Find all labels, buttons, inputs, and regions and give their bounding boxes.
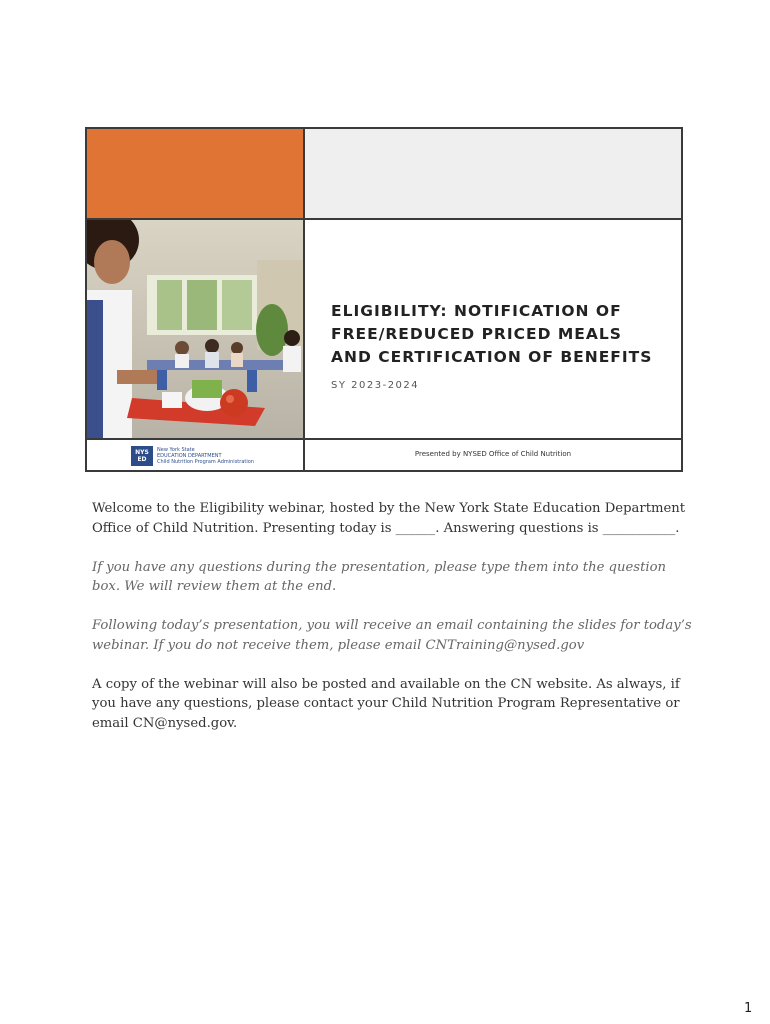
logo-panel [87,440,303,470]
slide-thumbnail [85,127,683,472]
cafeteria-photo [87,220,303,438]
notes-questions: If you have any questions during the presentation, please type them into the question box. We will review them at the end. [92,559,667,594]
notes-copy: A copy of the webinar will also be posted and available on the CN website. As always, if you have any questions, please contact your Child Nutrition Program Representative or email CN@nysed.gov. [92,676,680,731]
notes-followup: Following today’s presentation, you will receive an email containing the slides for today’s webinar. If you do not receive them, please email CNTraining@nysed.gov [92,618,692,653]
divider [87,218,681,220]
divider [303,129,305,470]
logo-line: EDUCATION DEPARTMENT [157,453,222,459]
accent-block [87,129,303,218]
presented-by: Presented by NYSED Office of Child Nutrition [414,450,572,458]
school-year: SY 2023-2024 [331,380,420,391]
logo-line: New York State [157,447,195,453]
slide-title [331,300,671,369]
notes-intro: Welcome to the Eligibility webinar, hosted by the New York State Education Department Office of Child Nutrition. Presenting today is ______. Answering questions is ___________. [92,501,686,536]
title-line: FREE/REDUCED PRICED MEALS [331,325,622,343]
presenter-panel [305,440,681,470]
speaker-notes [92,499,692,753]
page-number: 1 [744,1001,753,1016]
logo-line: Child Nutrition Program Administration [157,459,254,465]
divider [87,438,681,440]
title-line: ELIGIBILITY: NOTIFICATION OF [331,302,622,320]
nysed-logo-mark: NYS ED [131,446,153,466]
title-line: AND CERTIFICATION OF BENEFITS [331,348,653,366]
header-panel [305,129,681,218]
title-panel [305,220,681,438]
nysed-logo [131,445,254,467]
nysed-logo-text [157,447,254,465]
